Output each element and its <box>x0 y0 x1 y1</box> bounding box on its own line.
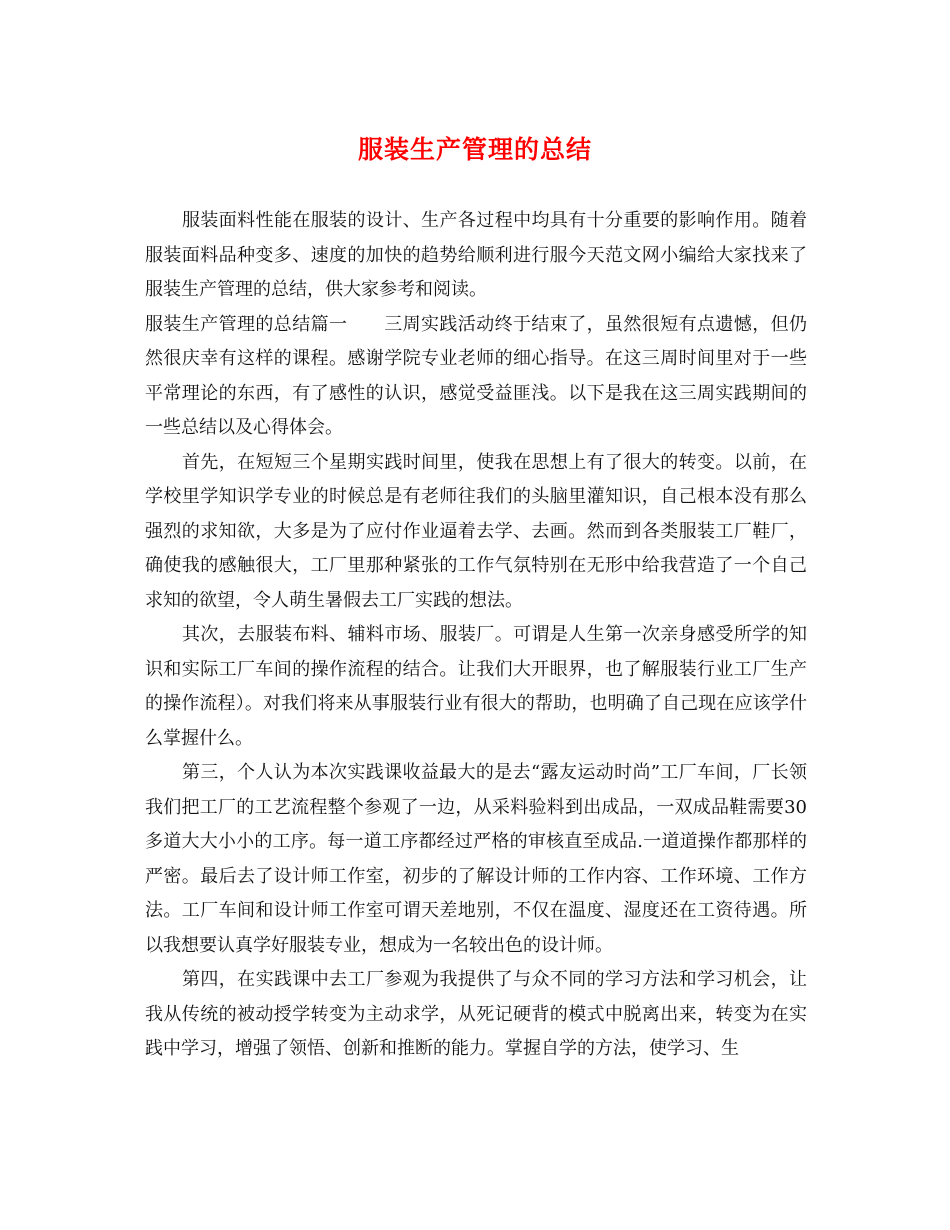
document-body <box>145 204 807 1067</box>
paragraph-section-one: 服装生产管理的总结篇一 三周实践活动终于结束了，虽然很短有点遗憾，但仍然很庆幸有这样的课程。感谢学院专业老师的细心指导。在这三周时间里对于一些平常理论的东西，有了感性的认识，感觉受益匪浅。以下是我在这三周实践期间的一些总结以及心得体会。 <box>145 313 807 438</box>
paragraph-second: 其次，去服装布料、辅料市场、服装厂。可谓是人生第一次亲身感受所学的知识和实际工厂车间的操作流程的结合。让我们大开眼界，也了解服装行业工厂生产的操作流程）。对我们将来从事服装行业有很大的帮助，也明确了自己现在应该学什么掌握什么。 <box>145 624 807 749</box>
paragraph-fourth: 第四，在实践课中去工厂参观为我提供了与众不同的学习方法和学习机会，让我从传统的被动授学转变为主动求学，从死记硬背的模式中脱离出来，转变为在实践中学习，增强了领悟、创新和推断的能力。掌握自学的方法，使学习、生 <box>145 969 807 1059</box>
paragraph-intro: 服装面料性能在服装的设计、生产各过程中均具有十分重要的影响作用。随着服装面料品种变多、速度的加快的趋势给顺利进行服今天范文网小编给大家找来了服装生产管理的总结，供大家参考和阅读。 <box>145 210 807 300</box>
document-title: 服装生产管理的总结 <box>357 135 592 164</box>
paragraph-first: 首先，在短短三个星期实践时间里，使我在思想上有了很大的转变。以前，在学校里学知识学专业的时候总是有老师往我们的头脑里灌知识，自己根本没有那么强烈的求知欲，大多是为了应付作业逼着去学、去画。然而到各类服装工厂鞋厂，确使我的感触很大，工厂里那种紧张的工作气氛特别在无形中给我营造了一个自己求知的欲望，令人萌生暑假去工厂实践的想法。 <box>145 451 807 611</box>
paragraph-third: 第三，个人认为本次实践课收益最大的是去“露友运动时尚”工厂车间，厂长领我们把工厂的工艺流程整个参观了一边，从采料验料到出成品，一双成品鞋需要30多道大大小小的工序。每一道工序都经过严格的审核直至成品.一道道操作都那样的严密。最后去了设计师工作室，初步的了解设计师的工作内容、工作环境、工作方法。工厂车间和设计师工作室可谓天差地别，不仅在温度、湿度还在工资待遇。所以我想要认真学好服装专业，想成为一名较出色的设计师。 <box>145 762 807 956</box>
